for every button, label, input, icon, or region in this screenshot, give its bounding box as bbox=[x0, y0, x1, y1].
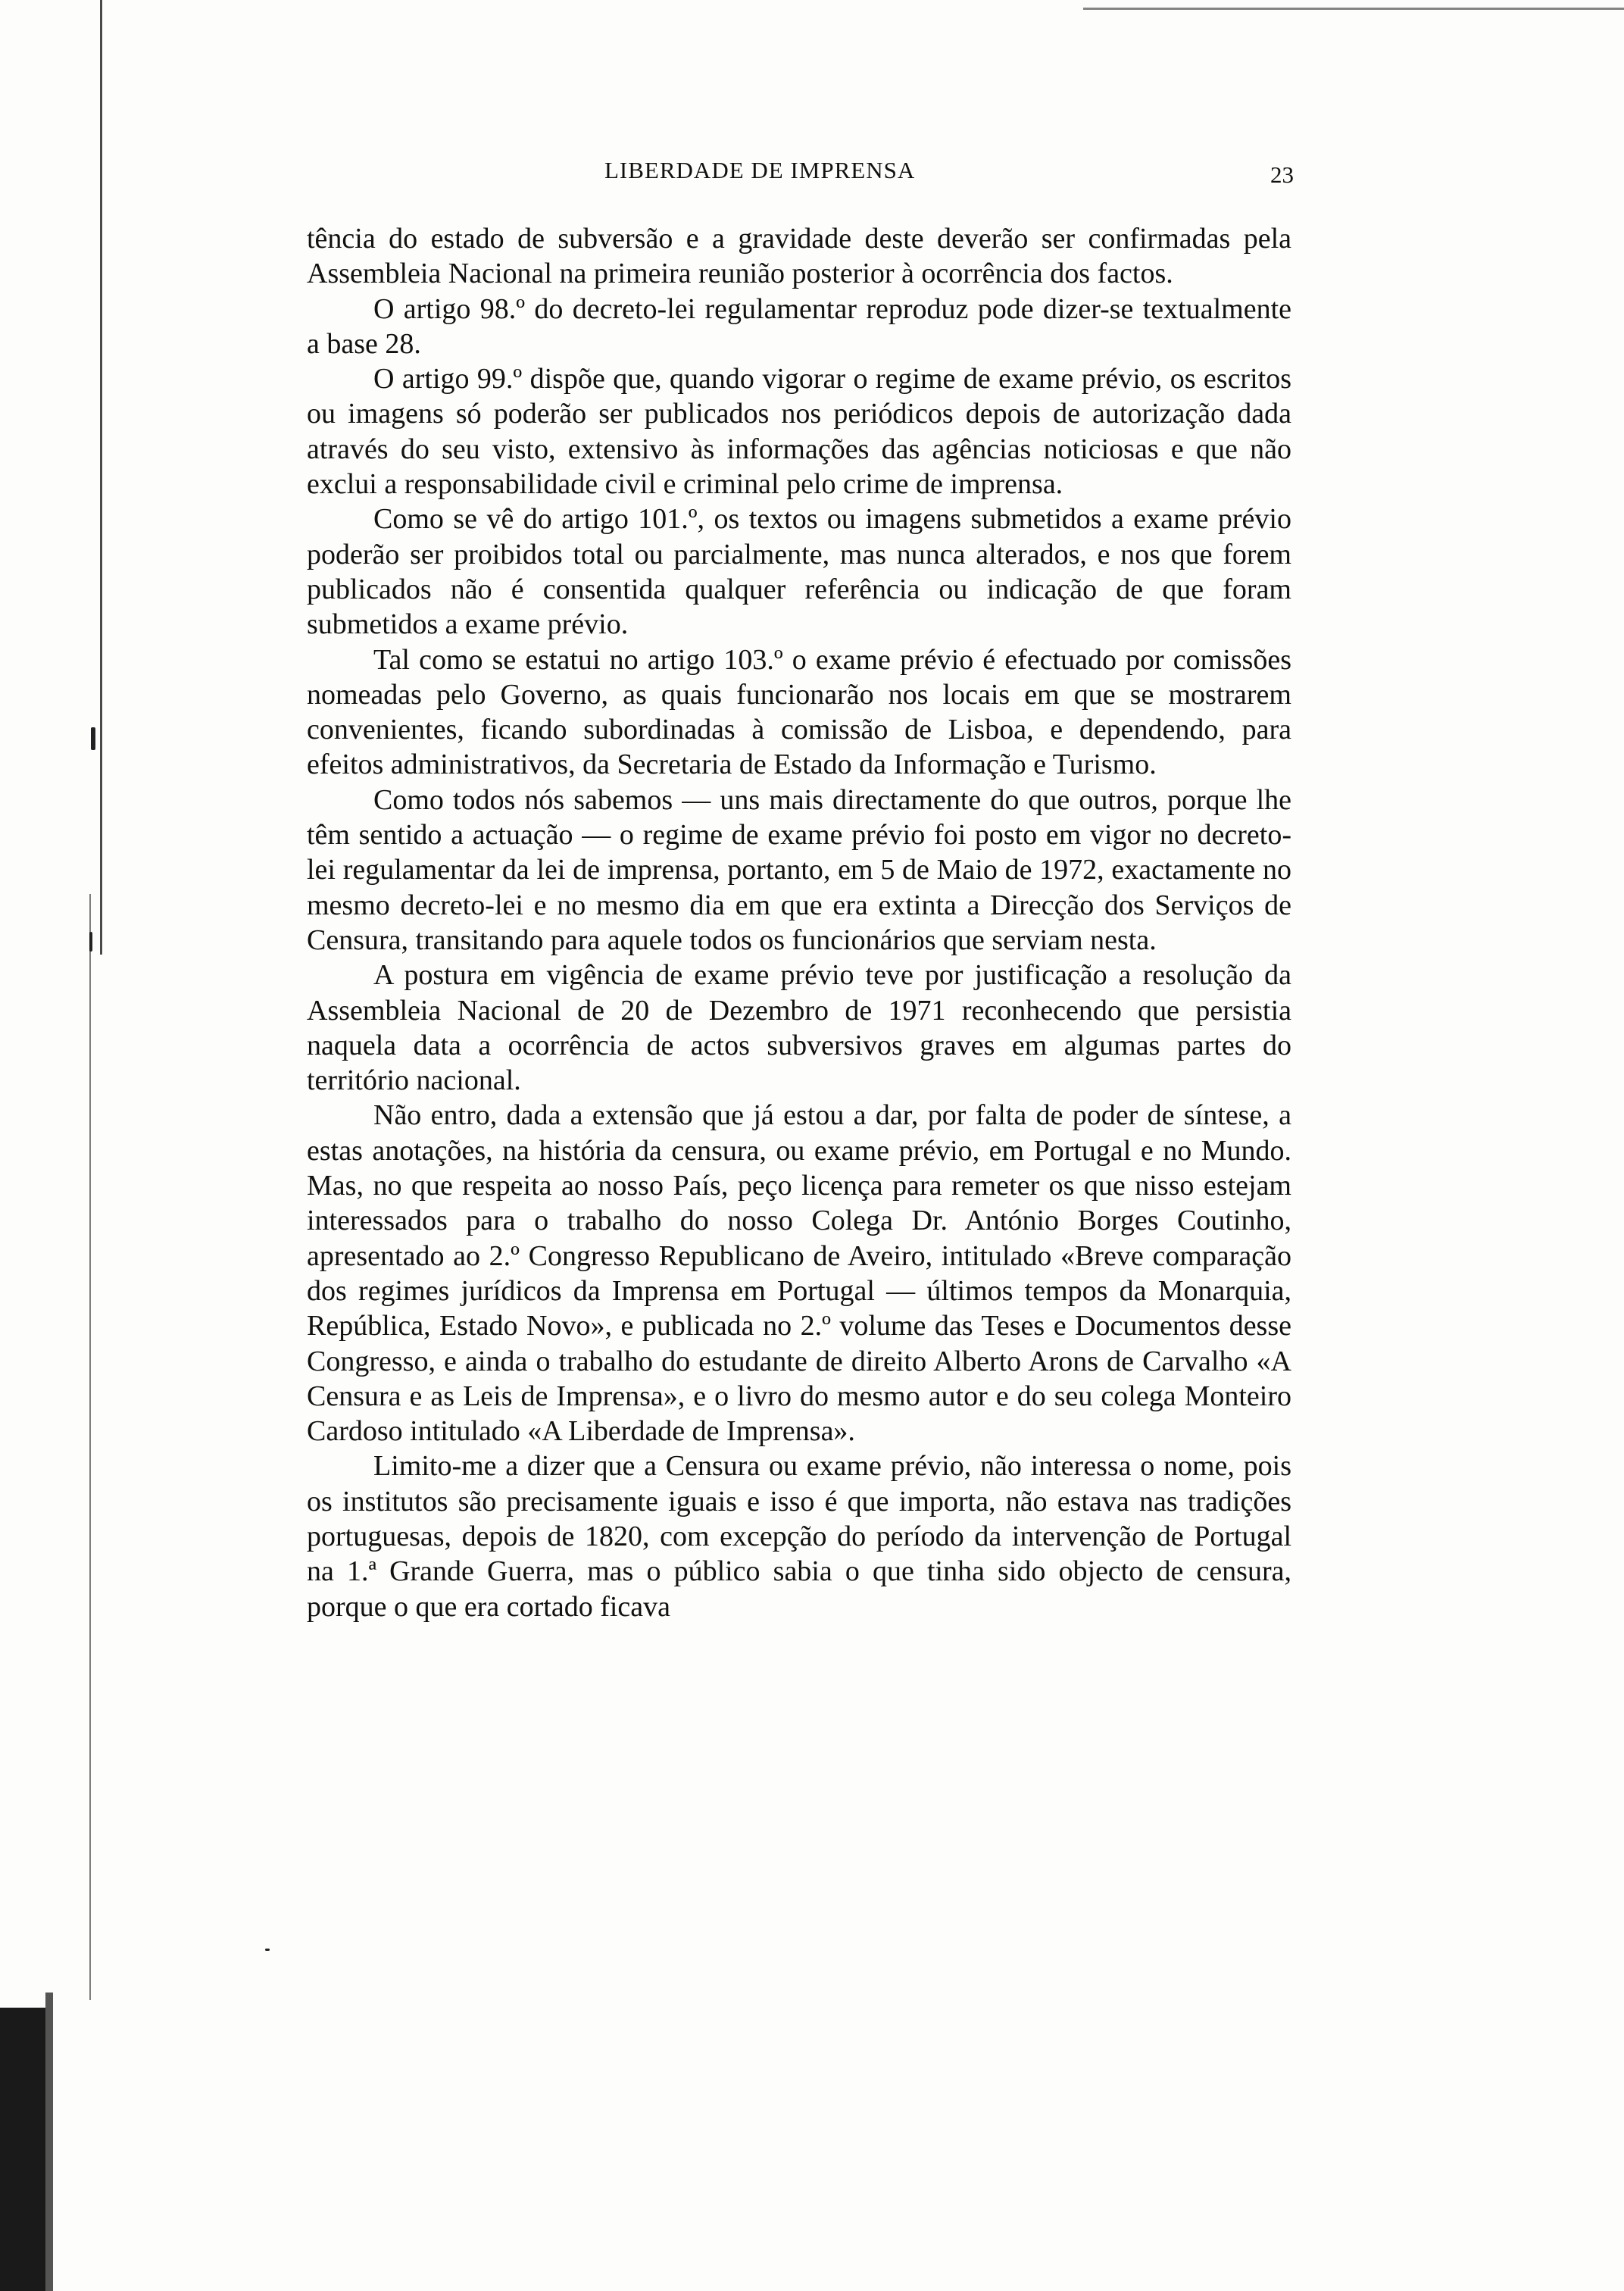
scan-edge-rule bbox=[1083, 8, 1624, 10]
paragraph: O artigo 99.º dispõe que, quando vigorar o regime de exame prévio, os escritos ou imagens só poderão ser publicados nos periódicos depois de autorização dada através do seu visto, extensivo às informações das agências noticiosas e que não exclui a responsabilidade civil e criminal pelo crime de imprensa. bbox=[307, 363, 1291, 501]
paragraph: Limito-me a dizer que a Censura ou exame prévio, não interessa o nome, pois os institutos são precisamente iguais e isso é que importa, não estava nas tradições portuguesas, depois de 1820, com excepção do período da intervenção de Portugal na 1.ª Grande Guerra, mas o público sabia o que tinha sido objecto de censura, porque o que era cortado ficava bbox=[307, 1450, 1291, 1623]
paragraph: Como todos nós sabemos — uns mais directamente do que outros, porque lhe têm sentido a actuação — o regime de exame prévio foi posto em vigor no decreto-lei regulamentar da lei de imprensa, portanto, em 5 de Maio de 1972, exactamente no mesmo decreto-lei e no mesmo dia em que era extinta a Direcção dos Serviços de Censura, transitando para aquele todos os funcionários que serviam nesta. bbox=[307, 783, 1291, 956]
paragraph: A postura em vigência de exame prévio teve por justificação a resolução da Assembleia Nacional de 20 de Dezembro de 1971 reconhecendo que persistia naquela data a ocorrência de actos subversivos graves em algumas partes do território nacional. bbox=[307, 959, 1291, 1097]
binding-shadow bbox=[0, 2008, 45, 2291]
binding-edge-line bbox=[100, 0, 102, 955]
scan-speck bbox=[89, 932, 92, 952]
paragraph: Tal como se estatui no artigo 103.º o exame prévio é efectuado por comissões nomeadas pelo Governo, as quais funcionarão nos locais em que se mostrarem convenientes, ficando subordinadas à comissão de Lisboa, e dependendo, para efeitos administrativos, da Secretaria de Estado da Informação e Turismo. bbox=[307, 643, 1291, 781]
paragraph: Como se vê do artigo 101.º, os textos ou imagens submetidos a exame prévio poderão ser proibidos total ou parcialmente, mas nunca alterados, e nos que forem publicados não é consentida qualquer referência ou indicação de que foram submetidos a exame prévio. bbox=[307, 503, 1291, 641]
page-number: 23 bbox=[1270, 161, 1294, 188]
running-title: LIBERDADE DE IMPRENSA bbox=[604, 157, 916, 183]
scan-speck bbox=[265, 1949, 270, 1951]
body-text bbox=[307, 221, 1291, 1624]
paragraph: Não entro, dada a extensão que já estou a dar, por falta de poder de síntese, a estas anotações, na história da censura, ou exame prévio, em Portugal e no Mundo. Mas, no que respeita ao nosso País, peço licença para remeter os que nisso estejam interessados para o trabalho do nosso Colega Dr. António Borges Coutinho, apresentado ao 2.º Congresso Republicano de Aveiro, intitulado «Breve comparação dos regimes jurídicos da Imprensa em Portugal — últimos tempos da Monarquia, República, Estado Novo», e publicada no 2.º volume das Teses e Documentos desse Congresso, e ainda o trabalho do estudante de direito Alberto Arons de Carvalho «A Censura e as Leis de Imprensa», e o livro do mesmo autor e do seu colega Monteiro Cardoso intitulado «A Liberdade de Imprensa». bbox=[307, 1099, 1291, 1448]
scan-speck bbox=[91, 727, 95, 750]
paragraph: tência do estado de subversão e a gravidade deste deverão ser confirmadas pela Assembleia Nacional na primeira reunião posterior à ocorrência dos factos. bbox=[307, 223, 1291, 290]
running-head bbox=[317, 153, 1294, 188]
paragraph: O artigo 98.º do decreto-lei regulamentar reproduz pode dizer-se textualmente a base 28. bbox=[307, 292, 1291, 360]
binding-edge-line bbox=[89, 894, 91, 2000]
binding-shadow bbox=[45, 1993, 53, 2291]
